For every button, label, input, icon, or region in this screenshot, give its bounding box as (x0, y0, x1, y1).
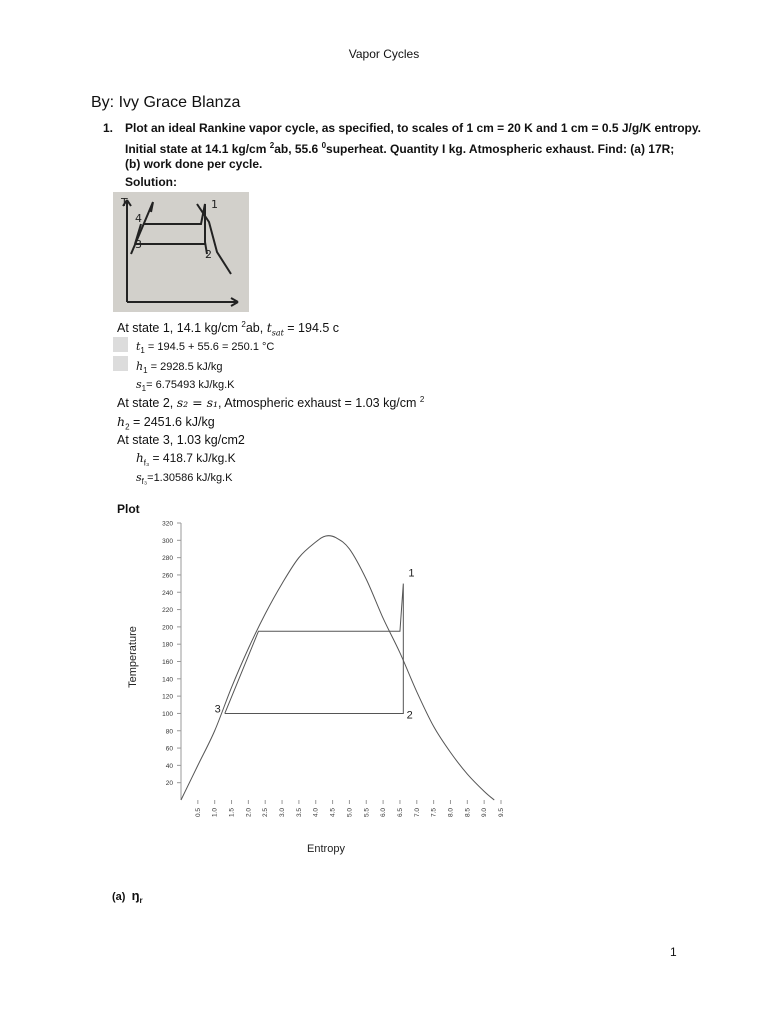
chart-series (181, 536, 494, 800)
x-tick-label: 3.5 (295, 808, 303, 818)
svg-text:2: 2 (205, 248, 212, 261)
x-tick-label: 9.5 (498, 808, 505, 818)
y-tick-label: 240 (162, 589, 173, 597)
y-axis-label: Temperature (127, 626, 139, 688)
x-tick-label: 4.0 (312, 808, 320, 818)
equation-placeholder-box (113, 337, 128, 352)
page-number: 1 (670, 945, 677, 959)
y-tick-label: 260 (162, 572, 173, 580)
x-tick-label: 2.0 (245, 808, 253, 818)
y-tick-label: 20 (165, 780, 173, 788)
state-point-label: 3 (214, 703, 221, 716)
x-axis-label: Entropy (307, 843, 345, 855)
document-title: Vapor Cycles (348, 47, 420, 61)
svg-text:3: 3 (135, 238, 142, 251)
y-tick-label: 120 (162, 693, 173, 701)
problem-line-2: Initial state at 14.1 kg/cm $^2$ab, 55.6 $^0$superheat. Quantity I kg. Atmospheric exhaust. Find: (a) 17R; (125, 141, 675, 156)
saturation-dome-line (181, 536, 494, 800)
y-tick-label: 160 (162, 659, 173, 666)
problem-number: 1. (103, 121, 114, 135)
y-tick-label: 220 (162, 607, 173, 615)
x-tick-label: 1.0 (211, 808, 219, 818)
answer-a: (a) $ŋ_r$ (112, 888, 143, 906)
y-tick-label: 100 (162, 710, 173, 718)
equation-placeholder-box-2 (113, 356, 128, 371)
y-tick-label: 60 (165, 745, 173, 753)
x-tick-label: 8.5 (464, 808, 472, 818)
x-tick-label: 6.5 (396, 808, 404, 818)
ts-diagram-chart (118, 515, 518, 860)
y-tick-label: 280 (162, 555, 173, 563)
y-tick-label: 40 (165, 762, 173, 770)
x-tick-label: 9.0 (481, 808, 489, 818)
y-tick-label: 140 (162, 676, 173, 684)
x-tick-label: 0.5 (194, 808, 202, 818)
hand-drawn-ts-sketch (113, 192, 249, 312)
svg-text:4: 4 (135, 212, 142, 225)
h2-line: $h_2 = 2451.6$ kJ/kg (117, 414, 215, 432)
plot-label: Plot (117, 502, 140, 516)
y-tick-label: 180 (162, 641, 173, 649)
t1-line: $t_1 = 194.5 + 55.6 = 250.1$ °C (136, 340, 275, 356)
svg-text:1: 1 (211, 198, 218, 211)
x-tick-label: 5.5 (363, 808, 371, 818)
author-line: By: Ivy Grace Blanza (91, 94, 241, 111)
sf3-line: $s_{f_3}=1.30586$ kJ/kg.K (136, 471, 233, 487)
svg-text:T: T (121, 196, 128, 209)
state-point-label: 1 (408, 567, 415, 580)
h1-line: $h_1 = 2928.5$ kJ/kg (136, 360, 223, 376)
state-3-heading: At state 3, 1.03 kg/cm2 (117, 433, 245, 447)
x-tick-label: 6.0 (380, 808, 388, 818)
s1-line: $s_1= 6.75493$ kJ/kg.K (136, 378, 235, 394)
x-tick-label: 7.5 (430, 808, 438, 818)
x-ticks (195, 800, 505, 817)
hf3-line: $h_{f_3} = 418.7$ kJ/kg.K (136, 451, 236, 468)
solution-heading: Solution: (125, 175, 177, 189)
x-tick-label: 1.5 (228, 808, 236, 818)
y-tick-label: 300 (162, 537, 173, 545)
chart-annotations (215, 568, 415, 722)
x-tick-label: 7.0 (413, 808, 421, 818)
y-tick-label: 80 (165, 728, 173, 736)
x-tick-label: 4.5 (329, 808, 337, 818)
y-tick-label: 320 (162, 520, 173, 528)
state-point-label: 2 (406, 709, 413, 722)
state-1-heading: At state 1, 14.1 kg/cm $^2$ab, $t_{sat} = 194.5$ c (117, 320, 340, 338)
x-tick-label: 3.0 (279, 808, 287, 818)
x-tick-label: 5.0 (346, 808, 354, 818)
state-2-heading: At state 2, s₂ = s₁, Atmospheric exhaust = 1.03 kg/cm $^2$ (117, 395, 425, 411)
problem-line-3: (b) work done per cycle. (125, 157, 263, 171)
x-tick-label: 2.5 (262, 808, 270, 818)
problem-line-1: Plot an ideal Rankine vapor cycle, as specified, to scales of 1 cm = 20 K and 1 cm = 0.5 J/g/K entropy. (125, 121, 702, 135)
x-tick-label: 8.0 (447, 808, 455, 818)
y-tick-label: 200 (162, 624, 173, 632)
y-ticks (162, 521, 181, 788)
